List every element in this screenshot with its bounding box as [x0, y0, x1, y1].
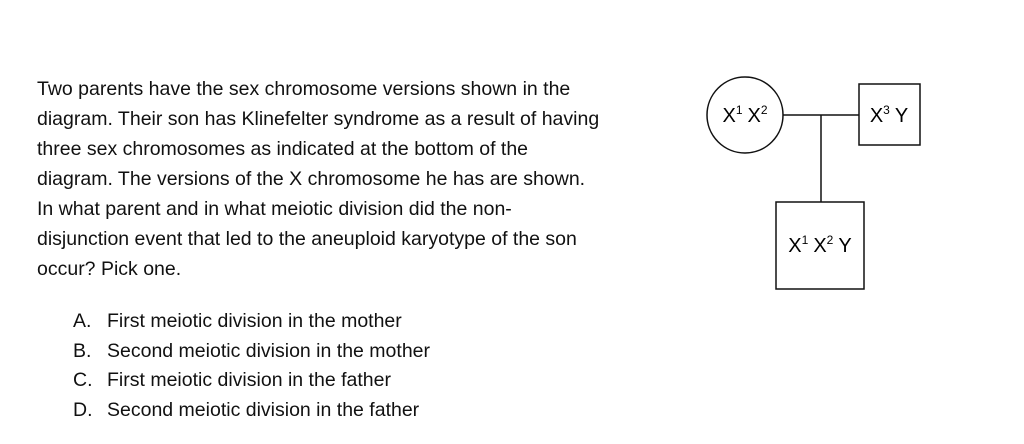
- chromosome-label: X: [788, 235, 802, 257]
- chromosome-sup: 2: [826, 233, 834, 247]
- option-letter: A.: [73, 310, 92, 332]
- option-a[interactable]: [73, 307, 430, 337]
- chromosome-sup: 1: [735, 103, 743, 117]
- option-letter: C.: [73, 369, 93, 391]
- question-text: [37, 74, 677, 284]
- chromosome-label: X: [747, 105, 761, 127]
- question-line: In what parent and in what meiotic division did the non-: [37, 198, 512, 220]
- chromosome-label: X: [722, 105, 736, 127]
- chromosome-label: Y: [838, 235, 852, 257]
- chromosome-sup: 2: [760, 103, 768, 117]
- question-line: disjunction event that led to the aneuploid karyotype of the son: [37, 228, 577, 250]
- question-line: diagram. Their son has Klinefelter syndrome as a result of having: [37, 108, 600, 130]
- option-text: Second meiotic division in the mother: [107, 339, 430, 362]
- chromosome-label: X: [813, 235, 827, 257]
- chromosome-label: X: [869, 105, 884, 127]
- option-text: First meiotic division in the father: [107, 369, 391, 391]
- question-line: Two parents have the sex chromosome versions shown in the: [37, 78, 571, 100]
- option-c[interactable]: [73, 366, 430, 396]
- mother-circle: [707, 77, 783, 153]
- question-line: occur? Pick one.: [37, 258, 182, 280]
- question-line: three sex chromosomes as indicated at the bottom of the: [37, 138, 529, 160]
- question-line: diagram. The versions of the X chromosome he has are shown.: [37, 168, 586, 190]
- chromosome-sup: 1: [801, 233, 809, 247]
- pedigree-diagram: [690, 70, 930, 300]
- chromosome-sup: 3: [883, 103, 890, 117]
- option-b[interactable]: [73, 337, 430, 367]
- answer-options: [73, 307, 430, 425]
- son-genotype: [788, 233, 851, 257]
- chromosome-label: Y: [894, 105, 909, 127]
- option-letter: B.: [73, 339, 92, 362]
- option-text: Second meiotic division in the father: [107, 398, 420, 421]
- option-text: First meiotic division in the mother: [107, 310, 402, 332]
- option-letter: D.: [73, 398, 93, 421]
- option-d[interactable]: [73, 396, 430, 426]
